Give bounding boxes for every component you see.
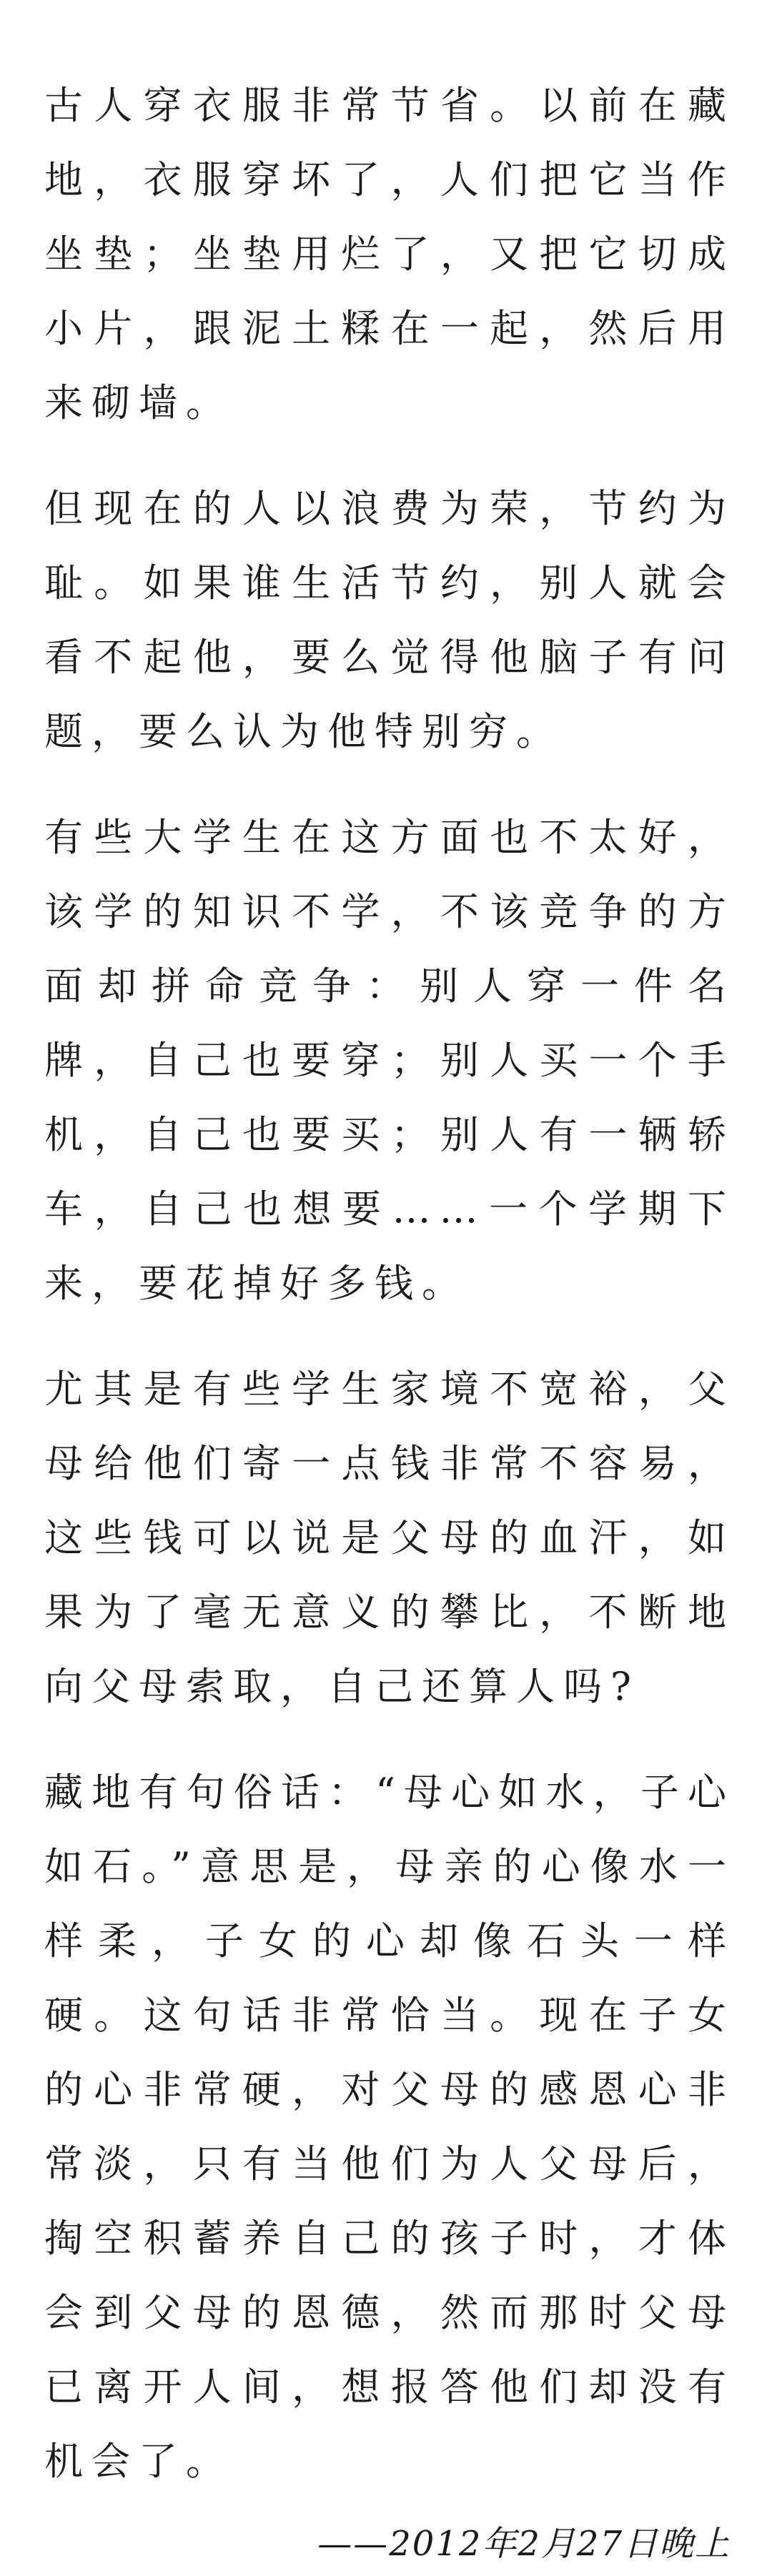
date-signature: ——2012年2月27日晚上 [317,2524,731,2564]
article [44,69,735,2576]
paragraph-3: 有些大学生在这方面也不太好，该学的知识不学，不该竞争的方面却拼命竞争：别人穿一件名牌，自己也要穿；别人买一个手机，自己也要买；别人有一辆轿车，自己也想要……一个学期下来，要花掉好多钱。 [44,815,735,1306]
paragraph-2: 但现在的人以浪费为荣，节约为耻。如果谁生活节约，别人就会看不起他，要么觉得他脑子有问题，要么认为他特别穷。 [44,486,735,754]
paragraph-1: 古人穿衣服非常节省。以前在藏地，衣服穿坏了，人们把它当作坐垫；坐垫用烂了，又把它切成小片，跟泥土糅在一起，然后用来砌墙。 [44,83,735,425]
paragraph-5: 藏地有句俗话：“母心如水，子心如石。”意思是，母亲的心像水一样柔，子女的心却像石头一样硬。这句话非常恰当。现在子女的心非常硬，对父母的感恩心非常淡，只有当他们为人父母后，掏空积蓄养自己的孩子时，才体会到父母的恩德，然而那时父母已离开人间，想报答他们却没有机会了。 [44,1770,735,2484]
paragraph-4: 尤其是有些学生家境不宽裕，父母给他们寄一点钱非常不容易，这些钱可以说是父母的血汗，如果为了毫无意义的攀比，不断地向父母索取，自己还算人吗? [44,1367,735,1709]
